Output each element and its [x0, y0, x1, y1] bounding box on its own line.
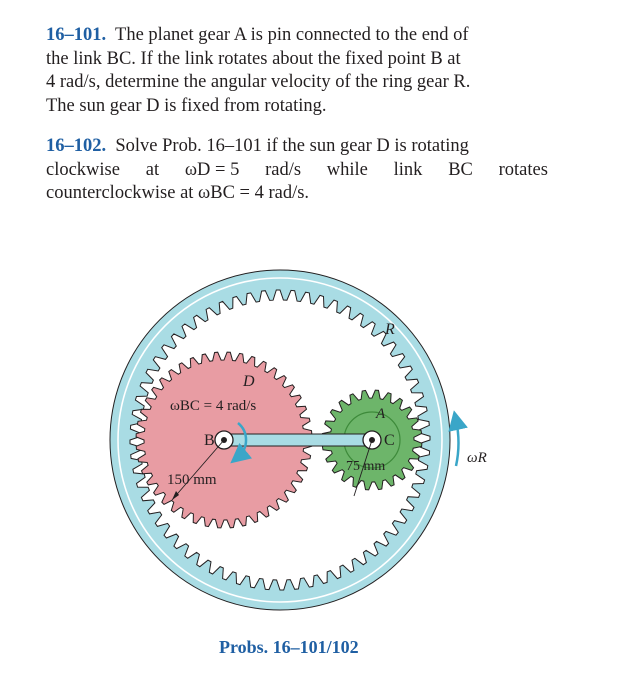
label-a: A [376, 406, 386, 422]
label-r: R [385, 321, 395, 338]
problem-16-101-line2: the link BC. If the link rotates about the fixed point B at [46, 48, 461, 69]
problem-16-102-line3: counterclockwise at ωBC = 4 rad/s. [46, 183, 310, 203]
word: while [326, 159, 368, 180]
word: link [393, 159, 423, 180]
label-omega-r: ωR [467, 450, 487, 466]
word: BC [448, 159, 473, 180]
label-sun-radius: 150 mm [167, 472, 217, 488]
problem-text: Solve Prob. 16–101 if the sun gear D is rotating [115, 136, 469, 156]
label-planet-radius: 75 mm [346, 459, 386, 474]
word: at [145, 159, 160, 180]
label-b: B [204, 432, 215, 449]
omega-r-arrow [456, 420, 459, 466]
problem-number: 16–102. [46, 136, 107, 156]
label-d: D [243, 373, 255, 390]
problem-16-101-line3: 4 rad/s, determine the angular velocity of the ring gear R. [46, 72, 471, 92]
problem-number: 16–101. [46, 25, 107, 45]
word: clockwise [46, 159, 120, 180]
word-omega-d: ωD = 5 [184, 159, 240, 180]
label-omega-bc: ωBC = 4 rad/s [170, 398, 257, 414]
problem-16-101-line4: The sun gear D is fixed from rotating. [46, 95, 327, 116]
word: rad/s [265, 159, 302, 180]
figure-caption: Probs. 16–101/102 [219, 637, 359, 657]
label-c: C [384, 432, 395, 449]
problem-text: The planet gear A is pin connected to the end of [115, 25, 469, 45]
word: rotates [498, 159, 548, 180]
